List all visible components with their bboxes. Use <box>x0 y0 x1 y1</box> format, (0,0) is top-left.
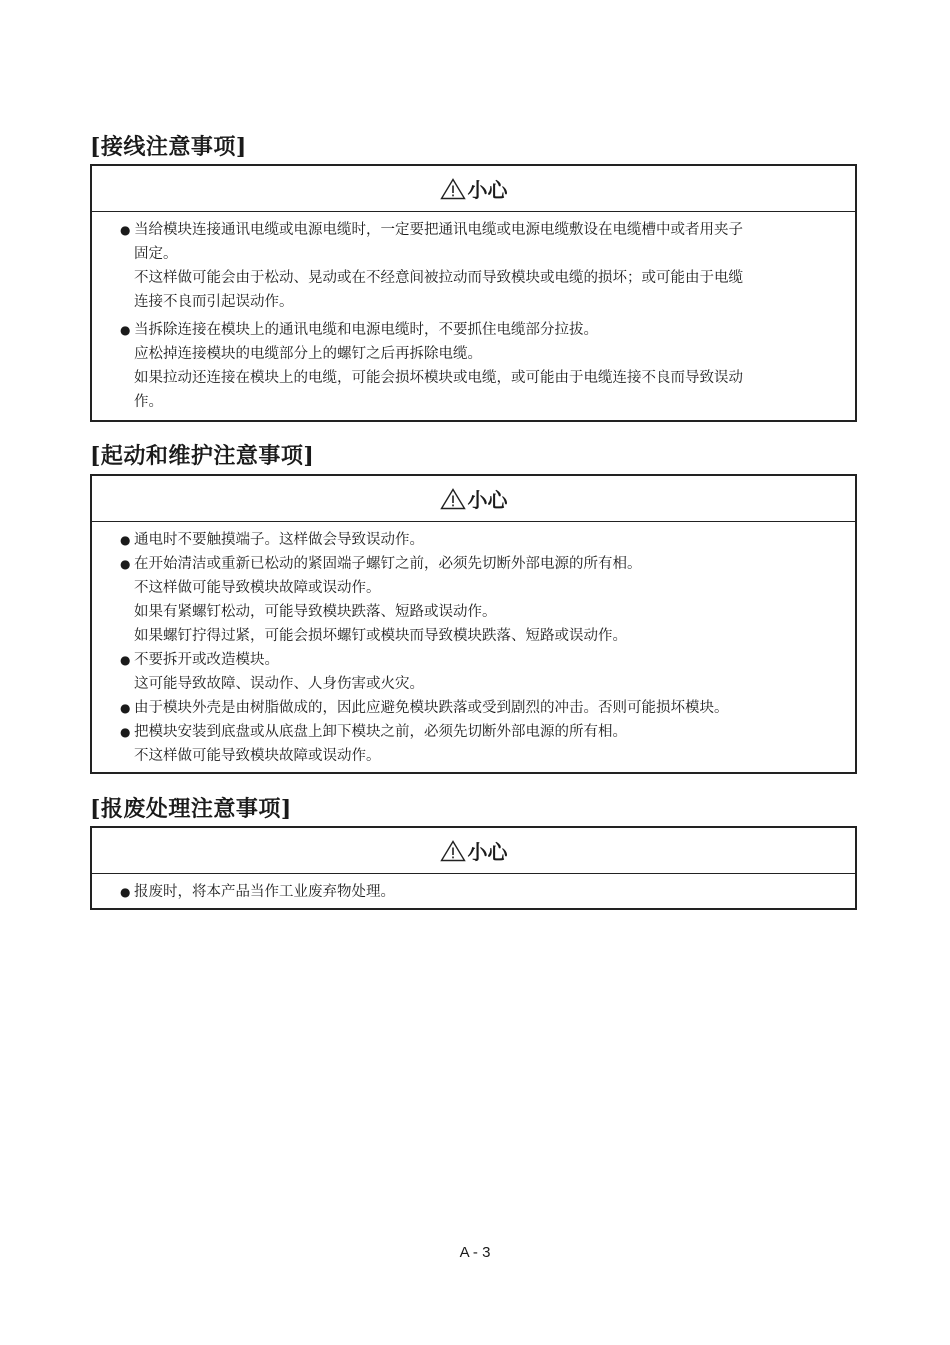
caution-label: 小心 <box>467 488 508 512</box>
caution-label: 小心 <box>467 840 508 864</box>
item-line: 应松掉连接模块的电缆部分上的螺钉之后再拆除电缆。 <box>134 346 482 362</box>
item-line: 不这样做可能会由于松动、晃动或在不经意间被拉动而导致模块或电缆的损坏；或可能由于电缆 <box>134 270 743 286</box>
item-line: 固定。 <box>134 246 178 262</box>
section-title: [报废处理注意事项] <box>90 796 292 822</box>
bullet-icon: ● <box>120 885 131 899</box>
item-line: 不要拆开或改造模块。 <box>134 652 279 668</box>
bullet-icon: ● <box>120 653 131 667</box>
item-line: 不这样做可能导致模块故障或误动作。 <box>134 748 381 764</box>
page-number: A - 3 <box>459 1244 491 1261</box>
list-item <box>114 696 833 720</box>
list-item <box>114 648 833 696</box>
warning-triangle-icon <box>440 488 466 510</box>
item-line: 通电时不要触摸端子。这样做会导致误动作。 <box>134 532 424 548</box>
bullet-icon: ● <box>120 533 131 547</box>
bullet-icon: ● <box>120 557 131 571</box>
section-title: [接线注意事项] <box>90 134 247 160</box>
caution-box <box>90 164 857 422</box>
item-line: 在开始清洁或重新已松动的紧固端子螺钉之前，必须先切断外部电源的所有相。 <box>134 556 642 572</box>
caution-label: 小心 <box>467 178 508 202</box>
item-line: 不这样做可能导致模块故障或误动作。 <box>134 580 381 596</box>
warning-triangle-icon <box>440 178 466 200</box>
list-item <box>114 318 833 414</box>
bullet-icon: ● <box>120 701 131 715</box>
item-line: 把模块安装到底盘或从底盘上卸下模块之前，必须先切断外部电源的所有相。 <box>134 724 627 740</box>
item-line: 当给模块连接通讯电缆或电源电缆时，一定要把通讯电缆或电源电缆敷设在电缆槽中或者用夹子 <box>134 222 743 238</box>
list-item <box>114 528 833 552</box>
section-title: [起动和维护注意事项] <box>90 443 315 469</box>
caution-header <box>92 476 855 522</box>
item-line: 如果拉动还连接在模块上的电缆，可能会损坏模块或电缆，或可能由于电缆连接不良而导致误动 <box>134 370 743 386</box>
item-line: 作。 <box>134 394 163 410</box>
item-line: 报废时，将本产品当作工业废弃物处理。 <box>134 884 395 900</box>
item-line: 如果有紧螺钉松动，可能导致模块跌落、短路或误动作。 <box>134 604 497 620</box>
list-item <box>114 552 833 648</box>
item-line: 连接不良而引起误动作。 <box>134 294 294 310</box>
caution-body <box>92 212 855 420</box>
item-line: 如果螺钉拧得过紧，可能会损坏螺钉或模块而导致模块跌落、短路或误动作。 <box>134 628 627 644</box>
bullet-icon: ● <box>120 323 131 337</box>
list-item <box>114 218 833 314</box>
item-line: 当拆除连接在模块上的通讯电缆和电源电缆时，不要抓住电缆部分拉拔。 <box>134 322 598 338</box>
caution-header <box>92 166 855 212</box>
caution-box <box>90 474 857 774</box>
item-line: 由于模块外壳是由树脂做成的，因此应避免模块跌落或受到剧烈的冲击。否则可能损坏模块。 <box>134 700 729 716</box>
bullet-icon: ● <box>120 725 131 739</box>
bullet-icon: ● <box>120 223 131 237</box>
list-item <box>114 720 833 768</box>
caution-box <box>90 826 857 910</box>
item-line: 这可能导致故障、误动作、人身伤害或火灾。 <box>134 676 424 692</box>
warning-triangle-icon <box>440 840 466 862</box>
list-item <box>114 880 833 904</box>
caution-body <box>92 874 855 910</box>
caution-header <box>92 828 855 874</box>
caution-body <box>92 522 855 774</box>
